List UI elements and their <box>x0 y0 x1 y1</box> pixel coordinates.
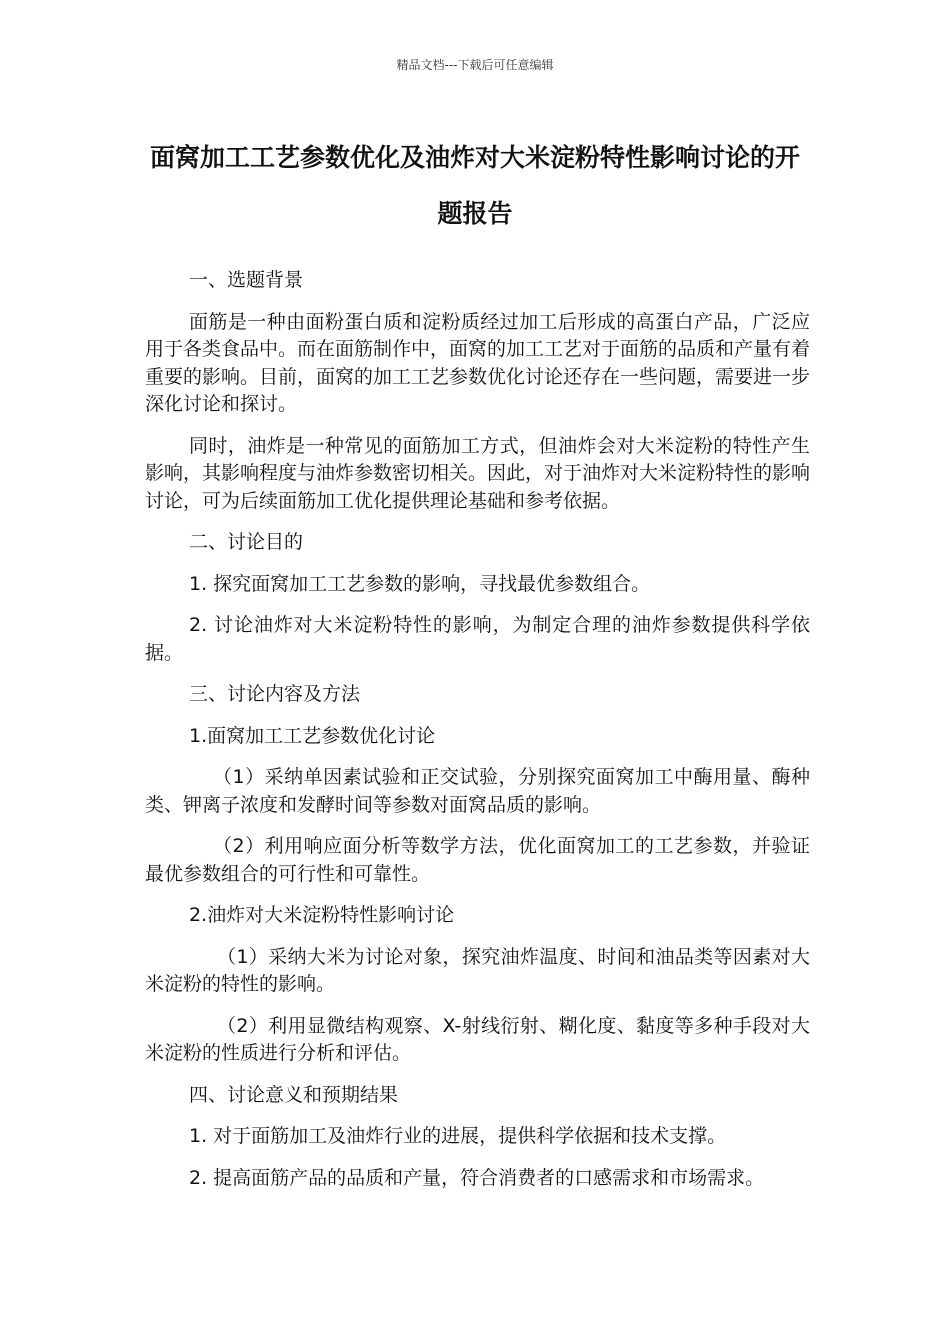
document-body <box>145 267 810 1206</box>
method-item-2-1: （1）采纳大米为讨论对象，探究油炸温度、时间和油品类等因素对大米淀粉的特性的影响。 <box>145 945 810 995</box>
purpose-item-2: 2. 讨论油炸对大米淀粉特性的影响，为制定合理的油炸参数提供科学依据。 <box>145 614 810 664</box>
significance-item-1: 1. 对于面筋加工及油炸行业的进展，提供科学依据和技术支撑。 <box>189 1125 727 1147</box>
method-item-1-1: （1）采纳单因素试验和正交试验，分别探究面窝加工中酶用量、酶种类、钾离子浓度和发酵时间等参数对面窝品质的影响。 <box>145 766 810 816</box>
method-item-2-2: （2）利用显微结构观察、X-射线衍射、糊化度、黏度等多种手段对大米淀粉的性质进行分析和评估。 <box>145 1014 810 1064</box>
section-heading-significance: 四、讨论意义和预期结果 <box>189 1083 399 1106</box>
section-heading-background: 一、选题背景 <box>189 269 304 291</box>
background-paragraph-1: 面筋是一种由面粉蛋白质和淀粉质经过加工后形成的高蛋白产品，广泛应用于各类食品中。而在面筋制作中，面窝的加工工艺对于面筋的品质和产量有着重要的影响。目前，面窝的加工工艺参数优化讨论还存在一些问题，需要进一步深化讨论和探讨。 <box>145 310 811 415</box>
significance-item-2: 2. 提高面筋产品的品质和产量，符合消费者的口感需求和市场需求。 <box>189 1166 765 1189</box>
purpose-item-1: 1. 探究面窝加工工艺参数的影响，寻找最优参数组合。 <box>189 572 651 595</box>
document-title: 面窝加工工艺参数优化及油炸对大米淀粉特性影响讨论的开题报告 <box>149 143 800 228</box>
section-heading-content-methods: 三、讨论内容及方法 <box>189 683 361 705</box>
subsection-heading-2: 2.油炸对大米淀粉特性影响讨论 <box>189 904 455 926</box>
background-paragraph-2: 同时，油炸是一种常见的面筋加工方式，但油炸会对大米淀粉的特性产生影响，其影响程度与油炸参数密切相关。因此，对于油炸对大米淀粉特性的影响讨论，可为后续面筋加工优化提供理论基础和参考依据。 <box>145 434 811 512</box>
section-heading-purpose: 二、讨论目的 <box>189 531 304 553</box>
subsection-heading-1: 1.面窝加工工艺参数优化讨论 <box>189 724 436 747</box>
page-header: 精品文档---下载后可任意编辑 <box>396 58 554 72</box>
method-item-1-2: （2）利用响应面分析等数学方法，优化面窝加工的工艺参数，并验证最优参数组合的可行性和可靠性。 <box>145 835 810 885</box>
